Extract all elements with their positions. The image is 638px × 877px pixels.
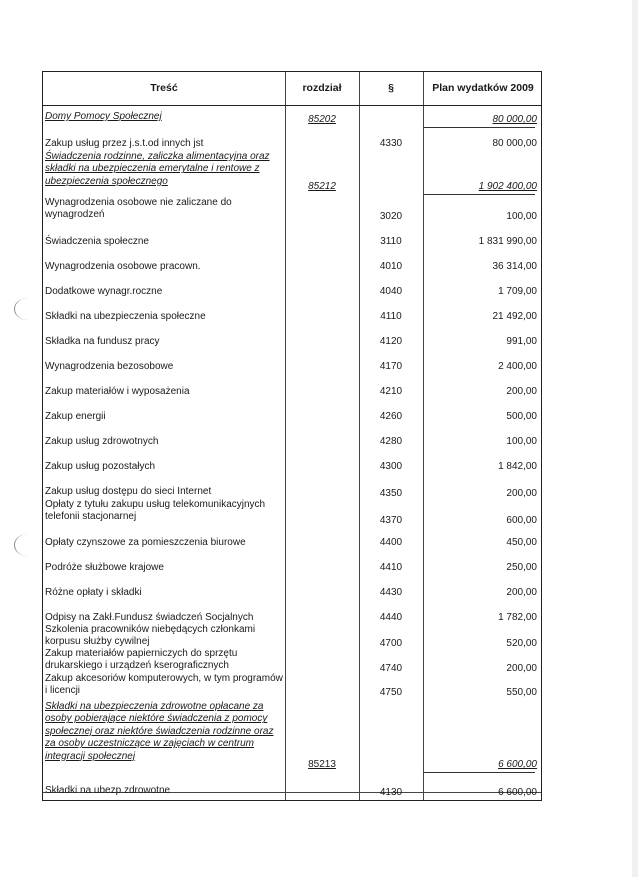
header-plan: Plan wydatków 2009: [432, 82, 534, 94]
row-title: Składki na ubezpieczenia społeczne: [45, 311, 206, 322]
plan-amount: 991,00: [506, 336, 537, 347]
scan-edge: [632, 0, 638, 877]
punch-hole-mark: [14, 534, 41, 556]
row-title: Składka na fundusz pracy: [45, 336, 160, 347]
header-tresc: Treść: [150, 82, 178, 94]
plan-amount: 1 709,00: [498, 286, 537, 297]
header-divider: [43, 105, 541, 106]
paragraf-code: 4410: [379, 562, 403, 573]
row-title: Zakup usług dostępu do sieci Internet: [45, 486, 212, 497]
plan-amount: 21 492,00: [492, 311, 537, 322]
paragraf-code: 4130: [379, 787, 403, 798]
row-title: Opłaty z tytułu zakupu usług telekomunikacyjnych telefonii stacjonarnej: [45, 499, 266, 523]
plan-amount: 450,00: [506, 537, 537, 548]
paragraf-code: 4430: [379, 587, 403, 598]
plan-amount: 6 600,00: [498, 759, 537, 770]
paragraf-code: 4300: [379, 461, 403, 472]
paragraf-code: 3110: [380, 236, 402, 247]
plan-amount: 520,00: [506, 638, 537, 649]
rozdzial-code: 85212: [308, 181, 336, 192]
row-title: Wynagrodzenia osobowe nie zaliczane do wynagrodzeń: [45, 197, 232, 221]
row-title: Zakup energii: [45, 411, 106, 422]
budget-table: [42, 71, 542, 801]
plan-amount: 250,00: [506, 562, 537, 573]
paragraf-code: 4330: [379, 138, 403, 149]
row-title: Wynagrodzenia bezosobowe: [45, 361, 174, 372]
paragraf-code: 4350: [379, 488, 403, 499]
punch-hole-mark: [14, 298, 41, 320]
amount-underline: [423, 772, 535, 773]
row-title: Zakup usług przez j.s.t.od innych jst: [45, 138, 204, 149]
paragraf-code: 4120: [379, 336, 403, 347]
section-title: Składki na ubezpieczenia zdrowotne opłacane za osoby pobierające niektóre świadczenia z pomocy społecznej oraz niektóre świadczenia rodzinne oraz za osoby uczestniczące w zajęciach w centrum integracji społecznej: [45, 701, 274, 762]
paragraf-code: 4700: [379, 638, 403, 649]
plan-amount: 550,00: [506, 687, 537, 698]
plan-amount: 200,00: [506, 488, 537, 499]
paragraf-code: 3020: [379, 211, 403, 222]
plan-amount: 36 314,00: [492, 261, 537, 272]
section-title: Domy Pomocy Społecznej: [45, 111, 162, 122]
column-divider: [423, 72, 424, 800]
plan-amount: 500,00: [506, 411, 537, 422]
row-title: Wynagrodzenia osobowe pracown.: [45, 261, 201, 272]
row-title: Zakup materiałów i wyposażenia: [45, 386, 190, 397]
paragraf-code: 4210: [379, 386, 403, 397]
paragraf-code: 4750: [379, 687, 403, 698]
row-title: Zakup materiałów papierniczych do sprzętu drukarskiego i urządzeń kserograficznych: [45, 648, 238, 672]
paragraf-code: 4740: [379, 663, 403, 674]
amount-underline: [423, 127, 535, 128]
plan-amount: 600,00: [506, 515, 537, 526]
row-title: Zakup usług pozostałych: [45, 461, 156, 472]
row-title: Opłaty czynszowe za pomieszczenia biurowe: [45, 537, 246, 548]
plan-amount: 200,00: [506, 587, 537, 598]
rozdzial-code: 85213: [308, 759, 336, 770]
paragraf-code: 4280: [379, 436, 403, 447]
plan-amount: 100,00: [506, 211, 537, 222]
row-title: Świadczenia społeczne: [45, 236, 149, 247]
plan-amount: 80 000,00: [492, 114, 537, 125]
plan-amount: 1 902 400,00: [478, 181, 537, 192]
rozdzial-code: 85202: [308, 114, 336, 125]
plan-amount: 2 400,00: [498, 361, 537, 372]
row-title: Różne opłaty i składki: [45, 587, 142, 598]
row-title: Zakup akcesoriów komputerowych, w tym programów i licencji: [45, 673, 283, 697]
paragraf-code: 4170: [379, 361, 403, 372]
plan-amount: 1 831 990,00: [478, 236, 537, 247]
plan-amount: 200,00: [506, 663, 537, 674]
plan-amount: 1 842,00: [498, 461, 537, 472]
plan-amount: 100,00: [506, 436, 537, 447]
header-rozdzial: rozdział: [302, 82, 342, 94]
row-title: Składki na ubezp.zdrowotne: [45, 785, 171, 796]
row-title: Odpisy na Zakł.Fundusz świadczeń Socjalnych: [45, 612, 254, 623]
header-paragraf: §: [388, 82, 394, 94]
paragraf-code: 4010: [379, 261, 403, 272]
row-title: Szkolenia pracowników niebędących członkami korpusu służby cywilnej: [45, 624, 256, 648]
section-title: Świadczenia rodzinne, zaliczka alimentacyjna oraz składki na ubezpieczenia emerytalne i rentowe z ubezpieczenia społecznego: [45, 151, 270, 187]
paragraf-code: 4400: [379, 537, 403, 548]
amount-underline: [423, 194, 535, 195]
paragraf-code: 4370: [379, 515, 403, 526]
plan-amount: 1 782,00: [498, 612, 537, 623]
row-title: Dodatkowe wynagr.roczne: [45, 286, 163, 297]
row-title: Zakup usług zdrowotnych: [45, 436, 159, 447]
paragraf-code: 4040: [379, 286, 403, 297]
paragraf-code: 4440: [379, 612, 403, 623]
plan-amount: 6 600,00: [498, 787, 537, 798]
paragraf-code: 4260: [379, 411, 403, 422]
plan-amount: 200,00: [506, 386, 537, 397]
row-title: Podróże służbowe krajowe: [45, 562, 164, 573]
paragraf-code: 4110: [380, 311, 402, 322]
plan-amount: 80 000,00: [492, 138, 537, 149]
